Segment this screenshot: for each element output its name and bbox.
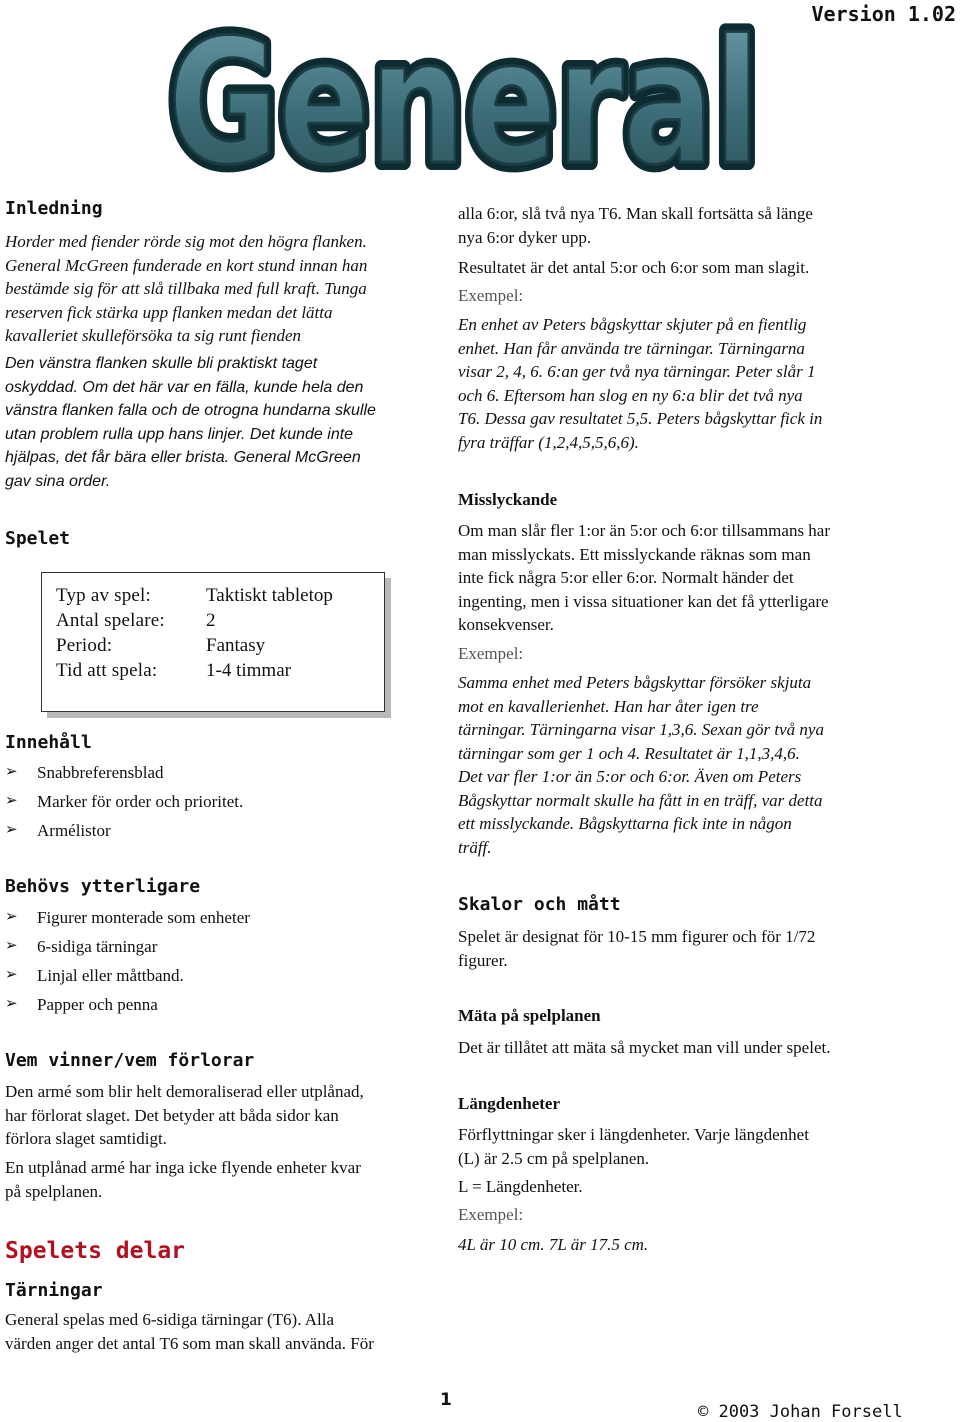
list-item-text: Armélistor [37, 821, 111, 840]
result-text: Resultatet är det antal 5:or och 6:or som man slagit. [458, 258, 810, 277]
dice-continuation [458, 202, 898, 249]
behovs-list [5, 903, 437, 1019]
intro-line: Horder med fiender rörde sig mot den högra flanken. [5, 232, 367, 251]
game-info-value: Taktiskt tabletop [206, 585, 333, 606]
text-line: figurer. [458, 950, 508, 970]
list-item-text: Snabbreferensblad [37, 763, 164, 782]
vinner-paragraph-1 [5, 1080, 437, 1151]
version-label: Version 1.02 [811, 2, 956, 26]
list-item-text: Linjal eller måttband. [37, 966, 184, 985]
game-info-box [41, 572, 385, 712]
intro-line: kavalleriet skulleförsöka ta sig runt fienden [5, 326, 302, 345]
game-info-key: Period: [56, 635, 113, 656]
miss-heading: Misslyckande [458, 490, 558, 509]
langd-definition: L = Längdenheter. [458, 1177, 583, 1196]
intro-line: General McGreen funderade en kort stund innan han [5, 255, 368, 275]
intro-paragraph-2 [5, 352, 437, 493]
arrow-bullet-icon: ➢ [5, 938, 18, 954]
intro-line: gav sina order. [5, 472, 111, 490]
skalor-heading: Skalor och mått [458, 894, 621, 915]
vinner-paragraph-2 [5, 1156, 437, 1203]
langd-paragraph [458, 1123, 898, 1170]
text-line: T6. Dessa gav resultatet 5,5. Peters bågskyttar fick in [458, 409, 823, 428]
intro-line: oskyddad. Om det här var en fälla, kunde hela den [5, 378, 364, 396]
text-line: har förlorat slaget. Det betyder att båda sidor kan [5, 1105, 339, 1125]
intro-line: reserven fick stärka upp flanken medan det lätta [5, 302, 333, 322]
text-line: tärningar. Tärningarna visar 1,3,6. Sexan gör två nya [458, 720, 824, 739]
text-line: ingenting, men i vissa situationer kan det få ytterligare [458, 591, 829, 611]
text-line: En enhet av Peters bågskyttar skjuter på en fientlig [458, 315, 807, 334]
intro-line: vänstra flanken falla och de otrogna hundarna skulle [5, 402, 376, 419]
text-line: fyra träffar (1,2,4,5,5,6,6). [458, 432, 639, 452]
text-line: Det var fler 1:or än 5:or och 6:or. Även om Peters [458, 767, 802, 786]
text-line: förlora slaget samtidigt. [5, 1129, 167, 1148]
miss-paragraph [458, 519, 898, 637]
list-item-text: Papper och penna [37, 995, 158, 1014]
miss-example-paragraph [458, 671, 898, 859]
general-logo [158, 6, 770, 182]
text-line: inte fick några 5:or eller 6:or. Normalt händer det [458, 568, 794, 587]
text-line: konsekvenser. [458, 615, 554, 634]
arrow-bullet-icon: ➢ [5, 822, 18, 838]
example-label: Exempel: [458, 644, 524, 663]
arrow-bullet-icon: ➢ [5, 764, 18, 780]
text-line: En utplånad armé har inga icke flyende enheter kvar [5, 1158, 361, 1177]
text-line: visar 2, 4, 6. 6:an ger två nya tärningar. Peter slår 1 [458, 362, 816, 381]
langd-heading: Längdenheter [458, 1094, 560, 1113]
text-line: man misslyckats. Ett misslyckande räknas som man [458, 544, 811, 564]
text-line: nya 6:or dyker upp. [458, 227, 592, 247]
arrow-bullet-icon: ➢ [5, 996, 18, 1012]
list-item [5, 816, 437, 845]
list-item [5, 961, 437, 990]
page-number: 1 [440, 1390, 452, 1410]
logo-face: General [168, 6, 760, 182]
text-line: General spelas med 6-sidiga tärningar (T6). Alla [5, 1310, 335, 1329]
text-line: Den armé som blir helt demoraliserad eller utplånad, [5, 1082, 364, 1101]
game-info-key: Tid att spela: [56, 660, 158, 681]
intro-line: Den vänstra flanken skulle bli praktiskt taget [5, 355, 318, 372]
list-item-text: Figurer monterade som enheter [37, 908, 250, 927]
list-item [5, 903, 437, 932]
arrow-bullet-icon: ➢ [5, 793, 18, 809]
spelet-heading: Spelet [5, 528, 71, 549]
intro-line: hjälpas, det får bära eller brista. General McGreen [5, 449, 361, 466]
text-line: alla 6:or, slå två nya T6. Man skall fortsätta så länge [458, 204, 813, 223]
list-item [5, 758, 437, 787]
game-info-key: Typ av spel: [56, 585, 151, 606]
list-item-text: 6-sidiga tärningar [37, 937, 158, 956]
text-line: värden anger det antal T6 som man skall använda. För [5, 1333, 374, 1353]
text-line: ett misslyckande. Bågskyttarna fick inte in någon [458, 814, 792, 833]
list-item [5, 787, 437, 816]
example-label: Exempel: [458, 1205, 524, 1224]
text-line: mot en kavallerienhet. Han har åter igen tre [458, 696, 759, 716]
text-line: enhet. Han får använda tre tärningar. Tärningarna [458, 338, 805, 358]
list-item [5, 990, 437, 1019]
innehall-list [5, 758, 437, 845]
intro-paragraph-1 [5, 230, 437, 348]
mata-paragraph: Det är tillåtet att mäta så mycket man vill under spelet. [458, 1038, 831, 1057]
text-line: (L) är 2.5 cm på spelplanen. [458, 1148, 650, 1168]
intro-heading: Inledning [5, 198, 103, 219]
text-line: och 6. Eftersom han slog en ny 6:a blir det två nya [458, 385, 803, 405]
text-line: Bågskyttar normalt skulle ha fått in en träff, var detta [458, 790, 823, 810]
game-info-key: Antal spelare: [56, 610, 165, 631]
mata-heading: Mäta på spelplanen [458, 1006, 601, 1025]
tarningar-heading: Tärningar [5, 1280, 103, 1301]
text-line: Samma enhet med Peters bågskyttar försöker skjuta [458, 673, 812, 692]
example-paragraph [458, 313, 898, 454]
list-item [5, 932, 437, 961]
game-info-value: 1-4 timmar [206, 660, 291, 681]
vinner-heading: Vem vinner/vem förlorar [5, 1050, 255, 1071]
copyright-text: © 2003 Johan Forsell [698, 1402, 903, 1422]
text-line: Spelet är designat för 10-15 mm figurer och för 1/72 [458, 927, 816, 946]
tarningar-paragraph [5, 1308, 437, 1355]
logo-shadow: General [168, 6, 760, 182]
text-line: på spelplanen. [5, 1181, 103, 1201]
list-item-text: Marker för order och prioritet. [37, 792, 244, 811]
innehall-heading: Innehåll [5, 732, 92, 753]
langd-example: 4L är 10 cm. 7L är 17.5 cm. [458, 1235, 649, 1254]
text-line: Förflyttningar sker i längdenheter. Varje längdenhet [458, 1125, 809, 1144]
text-line: Om man slår fler 1:or än 5:or och 6:or tillsammans har [458, 521, 831, 540]
game-info-value: 2 [206, 610, 216, 631]
intro-line: utan problem rulla upp hans linjer. Det kunde inte [5, 425, 354, 443]
skalor-paragraph [458, 925, 898, 972]
section-title: Spelets delar [5, 1238, 186, 1264]
text-line: tärningar som ger 1 och 4. Resultatet är 1,1,3,4,6. [458, 743, 800, 763]
behovs-heading: Behövs ytterligare [5, 876, 201, 897]
arrow-bullet-icon: ➢ [5, 909, 18, 925]
text-line: träff. [458, 837, 492, 857]
game-info-value: Fantasy [206, 635, 266, 656]
example-label: Exempel: [458, 286, 524, 305]
intro-line: bestämde sig för att slå tillbaka med full kraft. Tunga [5, 279, 367, 298]
arrow-bullet-icon: ➢ [5, 967, 18, 983]
